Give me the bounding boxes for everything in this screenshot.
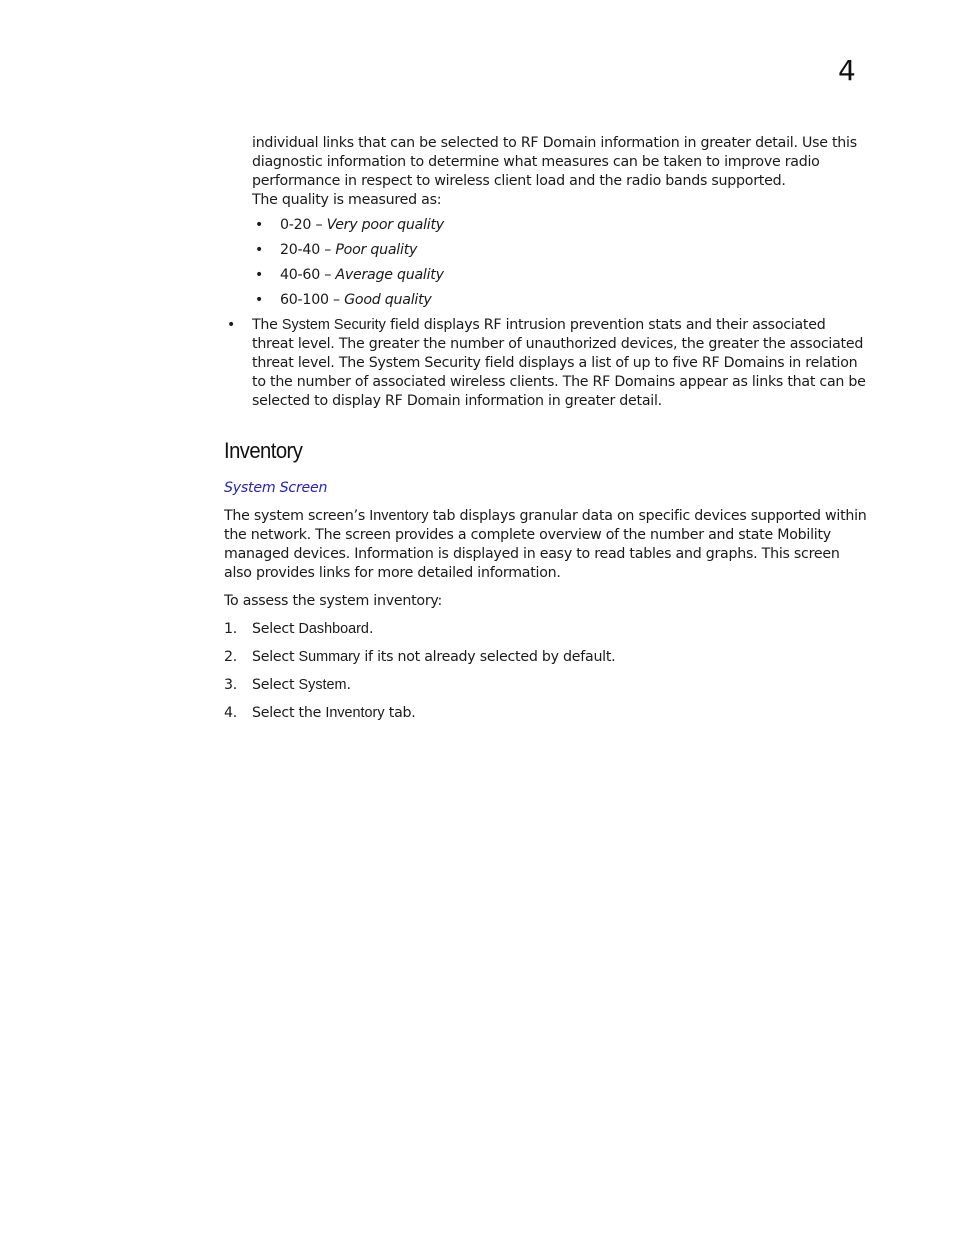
text-run: .	[346, 677, 351, 693]
ui-term: System Security	[281, 317, 386, 333]
list-item	[224, 676, 870, 704]
ui-term: System	[298, 677, 347, 693]
list-item	[252, 216, 870, 241]
separator: –	[319, 267, 336, 283]
quality-label: Very poor quality	[326, 217, 444, 233]
section-intro	[224, 507, 870, 583]
list-item	[224, 620, 870, 648]
quality-label: Good quality	[344, 292, 432, 308]
list-item	[252, 266, 870, 291]
text-run: Select	[252, 677, 299, 693]
ui-term: Summary	[298, 649, 361, 665]
separator: –	[311, 217, 327, 233]
list-item	[224, 704, 870, 732]
text-run: Select	[252, 649, 299, 665]
text-run: Select	[252, 621, 299, 637]
separator: –	[319, 242, 336, 258]
quality-label: Average quality	[335, 267, 444, 283]
quality-range: 60-100	[280, 292, 329, 308]
quality-range: 20-40	[280, 242, 320, 258]
step-number: 3.	[224, 677, 238, 693]
ui-term: Inventory	[325, 705, 385, 721]
separator: –	[328, 292, 345, 308]
quality-range: 40-60	[280, 267, 320, 283]
text-run: field displays RF intrusion prevention stats and their associated threat level. The greater the number of unauthorized devices, the greater the associated threat level. The System Security field displays a list of up to five RF Domains in relation to the number of associated wireless clients. The RF Domains appear as links that can be selected to display RF Domain information in greater detail.	[252, 317, 866, 409]
list-item	[252, 241, 870, 266]
section-heading: Inventory	[224, 438, 303, 463]
bullet-icon: •	[255, 242, 264, 258]
step-number: 2.	[224, 649, 238, 665]
text-run: .	[368, 621, 374, 637]
ui-term: Dashboard	[298, 621, 369, 637]
text-run: tab.	[384, 705, 416, 721]
quality-range: 0-20	[280, 217, 312, 233]
quality-label: Poor quality	[335, 242, 418, 258]
list-item	[224, 316, 870, 411]
list-item	[224, 648, 870, 676]
bullet-icon: •	[227, 317, 236, 333]
text-run: Select the	[252, 705, 326, 721]
text-run: The	[252, 317, 282, 333]
system-screen-link[interactable]: System Screen	[224, 480, 328, 496]
text-run: if its not already selected by default.	[360, 649, 616, 665]
quality-intro: The quality is measured as:	[252, 192, 442, 208]
assess-intro: To assess the system inventory:	[224, 593, 443, 609]
bullet-icon: •	[255, 292, 264, 308]
procedure-steps	[224, 620, 870, 732]
page-content	[224, 134, 870, 732]
bullet-icon: •	[255, 267, 264, 283]
step-number: 4.	[224, 705, 238, 721]
list-item	[252, 291, 870, 316]
ui-term: Inventory	[369, 508, 429, 524]
security-bullet-list	[224, 316, 870, 411]
bullet-icon: •	[255, 217, 264, 233]
quality-list	[252, 216, 870, 316]
text-run: The system screen’s	[224, 508, 370, 524]
step-number: 1.	[224, 621, 238, 637]
chapter-number: 4	[838, 54, 856, 87]
continuation-paragraph: individual links that can be selected to RF Domain information in greater detail. Use this diagnostic information to determine what measures can be taken to improve radio performance in respect to wireless client load and the radio bands supported.	[252, 135, 857, 189]
text-run: tab displays granular data on specific devices supported within the network. The screen provides a complete overview of the number and state Mobility managed devices. Information is displayed in easy to read tables and graphs. This screen also provides links for more detailed information.	[224, 508, 867, 581]
